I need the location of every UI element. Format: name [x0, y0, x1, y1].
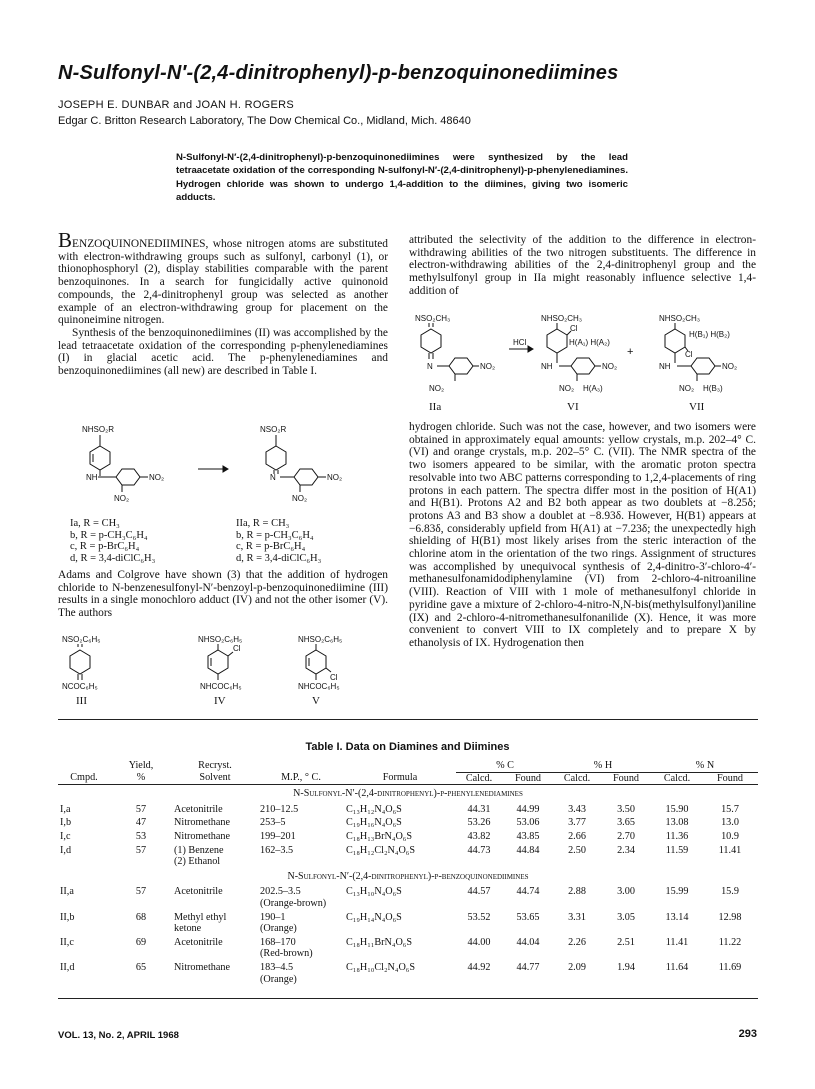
cell-yield: 65 [135, 961, 147, 973]
table-row [58, 815, 758, 829]
section-heading-row [58, 785, 758, 802]
scheme-oxidation [58, 424, 388, 516]
col-header-yield-unit: % [136, 772, 146, 784]
mp-value: 199–201 [260, 830, 296, 842]
cell-h-found: 3.00 [617, 886, 635, 898]
solvent-line: Nitromethane [174, 961, 231, 973]
r-group-line: IIa, R = CH₃ [236, 518, 290, 529]
cell-c-found: 44.04 [516, 936, 540, 948]
table-row [58, 802, 758, 816]
table-section-diimines [58, 868, 758, 985]
cell-c-calc: 44.92 [467, 961, 491, 973]
cell-formula: C₁₃H₁₂N₄O₆S [346, 803, 402, 815]
mp-value: 253–5 [260, 817, 286, 829]
body-left-lower [58, 569, 388, 620]
cell-c-calc: 53.52 [467, 911, 491, 923]
cell-h-found: 3.65 [617, 817, 635, 829]
vi-nh-label: NH [541, 362, 553, 371]
structure-I [82, 425, 164, 503]
journal-footer: VOL. 13, No. 2, APRIL 1968 [58, 1030, 179, 1041]
cell-h-found: 3.05 [617, 911, 635, 923]
intro-text: ENZOQUINONEDIIMINES, whose nitrogen atoms are substituted with electron-withdrawing groups such as sulfonyl, carbonyl (1), or thionophosphoryl (2), display stabilities comparable with the parent benzoquinones. In a search for fungicidally active quinonoid compounds, the 2,4-dinitrophenyl group was selected as another example of an electron-withdrawing group for placement on the quinoneimine nitrogen. [58, 238, 388, 327]
structure-III [62, 635, 100, 707]
body-paragraph-selectivity: attributed the selectivity of the addition to the difference in electron-withdrawing abilities of the two nitrogen substituents. The difference in electron-withdrawing abilities of the 2,4-dinitrophenyl group and the methylsulfonyl group in IIa might reasonably influence selective 1,4-addition of [409, 234, 756, 297]
vi-cl-label: Cl [570, 324, 578, 333]
cell-mp [258, 960, 344, 985]
cell-formula: C₁₈H₁₃BrN₄O₆S [346, 830, 413, 842]
cell-h-found: 1.94 [617, 961, 635, 973]
cell-formula: C₁₈H₁₀Cl₂N₄O₆S [346, 961, 416, 973]
cell-c-calc: 44.31 [467, 803, 491, 815]
body-left-upper [58, 228, 388, 378]
cell-n-calc: 11.36 [665, 830, 689, 842]
cell-solvent [172, 935, 258, 960]
cell-c-calc: 53.26 [467, 817, 491, 829]
table-row [58, 829, 758, 843]
r-group-line: b, R = p-CH₃C₆H₄ [70, 529, 148, 541]
mp-color: (Orange-brown) [260, 897, 327, 909]
cell-n-calc: 11.64 [665, 961, 689, 973]
iia-top-label: NSO₂CH₃ [415, 314, 451, 323]
cell-n-found: 15.9 [721, 886, 739, 898]
solvent-line: Nitromethane [174, 830, 231, 842]
solvent-line: Acetonitrile [174, 803, 223, 815]
cell-formula: C₁₈H₁₁BrN₄O₆S [346, 936, 413, 948]
reactant-sulfonamide-label: NHSO₂R [82, 425, 114, 434]
cell-formula: C₁₉H₁₆N₄O₆S [346, 817, 402, 829]
product-sulfonylimine-label: NSO₂R [260, 425, 287, 434]
table-section-diamines [58, 785, 758, 868]
mp-color: (Red-brown) [260, 948, 313, 960]
structure-II [260, 425, 342, 503]
vii-h3-label: H(B₃) [703, 384, 723, 393]
cell-c-calc: 44.73 [467, 844, 491, 856]
cell-cmpd: I,a [60, 803, 71, 815]
vii-nh-label: NH [659, 362, 671, 371]
mp-value: 162–3.5 [260, 844, 294, 856]
body-right-upper [409, 234, 756, 298]
section-heading-row [58, 868, 758, 885]
vii-compound-label: VII [689, 401, 705, 413]
vi-no2-bottom: NO₂ [559, 384, 575, 393]
cell-formula: C₁₃H₁₀N₄O₆S [346, 886, 402, 898]
cell-h-calc: 2.88 [568, 886, 586, 898]
cell-c-calc: 43.82 [467, 830, 491, 842]
col-header-c-calcd: Calcd. [465, 772, 493, 784]
mp-value: 190–1 [260, 911, 286, 923]
mp-value: 210–12.5 [260, 803, 299, 815]
col-header-pct-c: % C [456, 760, 554, 772]
col-header-formula: Formula [382, 772, 418, 784]
product-no2-bottom: NO₂ [292, 494, 308, 503]
body-right-lower [409, 421, 756, 650]
iia-no2-bottom: NO₂ [429, 384, 445, 393]
plus-sign: + [627, 346, 634, 358]
reactant-no2-right: NO₂ [149, 473, 165, 482]
r-group-line: d, R = 3,4-diClC₆H₃ [70, 552, 156, 564]
paper-title: N-Sulfonyl-N′-(2,4-dinitrophenyl)-p-benzoquinonediimines [58, 62, 619, 84]
cell-yield: 68 [135, 911, 147, 923]
col-header-h-calcd: Calcd. [563, 772, 591, 784]
section-heading-diimines: N-Sulfonyl-N′-(2,4-dinitrophenyl)-p-benzoquinonediimines [287, 870, 529, 882]
cell-h-calc: 2.26 [568, 936, 586, 948]
cell-c-found: 53.06 [516, 817, 540, 829]
cell-cmpd: II,d [60, 961, 75, 973]
cell-c-found: 43.85 [516, 830, 540, 842]
page-number: 293 [738, 1028, 757, 1040]
v-top-label: NHSO₂C₆H₅ [298, 635, 343, 644]
cell-n-calc: 15.99 [665, 886, 689, 898]
r-group-line: c, R = p-BrC₆H₄ [236, 541, 306, 552]
cell-h-calc: 3.43 [568, 803, 586, 815]
cell-yield: 57 [135, 803, 147, 815]
body-paragraph-intro [58, 228, 388, 327]
product-n-label: N [270, 473, 276, 482]
structure-VI [541, 314, 617, 413]
affiliation: Edgar C. Britton Research Laboratory, The Dow Chemical Co., Midland, Mich. 48640 [58, 115, 471, 127]
cell-n-found: 11.41 [718, 844, 742, 856]
col-header-cmpd: Cmpd. [70, 772, 98, 784]
table-row [58, 960, 758, 985]
cell-mp [258, 829, 344, 843]
table-bottom-rule [58, 998, 758, 999]
vi-top-label: NHSO₂CH₃ [541, 314, 583, 323]
reactant-no2-bottom: NO₂ [114, 494, 130, 503]
v-compound-label: V [312, 695, 320, 707]
col-header-c-found: Found [514, 772, 542, 784]
cell-n-found: 11.22 [718, 936, 742, 948]
table-title: Table I. Data on Diamines and Diimines [305, 741, 510, 753]
vii-no2-bottom: NO₂ [679, 384, 695, 393]
data-table [58, 760, 758, 985]
scheme-hcl-addition-iia [409, 313, 756, 415]
cell-cmpd: I,b [60, 817, 72, 829]
arrow-head [223, 466, 228, 472]
structure-V [298, 635, 342, 707]
cell-formula: C₁₉H₁₄N₄O₆S [346, 911, 402, 923]
table-row [58, 843, 758, 868]
table-header-row-1 [58, 760, 758, 772]
r-group-line: Ia, R = CH₃ [70, 518, 120, 529]
cell-solvent [172, 843, 258, 868]
scheme-hcl-addition-literature [58, 634, 388, 716]
solvent-line: Nitromethane [174, 817, 231, 829]
body-paragraph-synthesis: Synthesis of the benzoquinonediimines (II) was accomplished by the lead tetraacetate oxidation of the corresponding p-phenylenediamines (I) in glacial acetic acid. The p-phenylenediamines and benzoquinonediimines (all new) are described in Table I. [58, 326, 388, 378]
cell-n-calc: 11.59 [665, 844, 689, 856]
cell-cmpd: I,c [60, 830, 71, 842]
iii-top-label: NSO₂C₆H₅ [62, 635, 101, 644]
iii-bottom-label: NCOC₆H₅ [62, 682, 98, 691]
iia-no2-right: NO₂ [480, 362, 496, 371]
iia-n-label: N [427, 362, 433, 371]
authors: JOSEPH E. DUNBAR and JOAN H. ROGERS [58, 99, 295, 111]
cell-mp [258, 935, 344, 960]
mp-value: 202.5–3.5 [260, 886, 301, 898]
r-group-line: c, R = p-BrC₆H₄ [70, 541, 140, 552]
cell-n-calc: 13.14 [665, 911, 689, 923]
col-header-pct-h: % H [554, 760, 652, 772]
structure-IIa [415, 314, 495, 413]
structure-IV [198, 635, 242, 707]
cell-cmpd: II,b [60, 911, 75, 923]
cell-cmpd: II,c [60, 936, 74, 948]
vii-no2-right: NO₂ [722, 362, 738, 371]
cell-yield: 47 [135, 817, 147, 829]
cell-c-found: 44.84 [516, 844, 540, 856]
structure-VII [659, 314, 737, 413]
col-header-n-found: Found [716, 772, 744, 784]
cell-solvent [172, 960, 258, 985]
vi-h-labels: H(A₁) H(A₂) [569, 338, 610, 347]
reactant-nh-label: NH [86, 473, 98, 482]
vi-no2-right: NO₂ [602, 362, 618, 371]
cell-solvent [172, 910, 258, 935]
cell-solvent [172, 802, 258, 816]
vii-cl-label: Cl [685, 350, 693, 359]
col-header-n-calcd: Calcd. [663, 772, 691, 784]
table-row [58, 910, 758, 935]
cell-h-calc: 3.77 [568, 817, 586, 829]
iv-top-label: NHSO₂C₆H₅ [198, 635, 243, 644]
vii-h-labels: H(B₁) H(B₂) [689, 330, 730, 339]
cell-mp [258, 815, 344, 829]
table-row [58, 935, 758, 960]
cell-h-calc: 2.66 [568, 830, 586, 842]
cell-c-found: 44.77 [516, 961, 540, 973]
cell-h-found: 3.50 [617, 803, 635, 815]
cell-h-calc: 3.31 [568, 911, 586, 923]
iii-compound-label: III [76, 695, 87, 707]
drop-cap: B [58, 228, 73, 252]
cell-n-found: 12.98 [718, 911, 742, 923]
mp-value: 183–4.5 [260, 961, 294, 973]
body-paragraph-nmr: hydrogen chloride. Such was not the case, however, and two isomers were obtained in approximately equal amounts: yellow crystals, m.p. 202–4° C. (VI) and orange crystals, m.p. 202–5° C. (VII). The NMR spectra of the two isomers appeared to be similar, with the aromatic proton spectra resolvable into two ABC patterns corresponding to 1,2,4-placements of ring protons in each pattern. The spectra differ most in the position of H(A1) and H(B1). Protons A2 and B2 both appear as two doublets at −8.25δ; protons A3 and B3 show a doublet at −8.93δ. However, H(B1) appears at −6.83δ, considerably upfield from H(A1) at −7.23δ; the unexpectedly high shielding of H(B1) most likely arises from the steric interaction of the chlorine atom in the orientation of the two rings. Assignment of structures was accomplished by unequivocal synthesis of 2,4-dinitro-3′-chloro-4′-methanesulfonamidodiphenylamine (VI) from 2-chloro-4-nitroaniline (VIII). Reaction of VIII with 1 mole of methanesulfonyl chloride in pyridine gave a mixture of 2-chloro-4-nitro-N,N-bis(methylsulfonyl)aniline (IX) and 2-chloro-4-nitromethanesulfonanilide (X). Hence, it was more convenient to convert VIII to IX completely and to prepare X by ethanolysis of IX. Hydrogenation then [409, 421, 756, 649]
cell-yield: 57 [135, 844, 147, 856]
cell-mp [258, 802, 344, 816]
cell-cmpd: I,d [60, 844, 72, 856]
r-group-line: b, R = p-CH₃C₆H₄ [236, 529, 314, 541]
vii-top-label: NHSO₂CH₃ [659, 314, 701, 323]
col-header-solvent: Solvent [199, 772, 231, 784]
solvent-line-2: ketone [174, 923, 202, 935]
cell-h-found: 2.34 [617, 844, 635, 856]
reagent-hcl: HCl [513, 338, 527, 347]
iv-compound-label: IV [214, 695, 226, 707]
table-top-rule [58, 719, 758, 720]
col-header-mp: M.P., ° C. [281, 772, 321, 784]
solvent-line: Acetonitrile [174, 886, 223, 898]
abstract: N-Sulfonyl-N′-(2,4-dinitrophenyl)-p-benzoquinonediimines were synthesized by the lead tetraacetate oxidation of the corresponding N-sulfonyl-N′-(2,4-dinitrophenyl)-p-phenylenediamines. Hydrogen chloride was shown to undergo 1,4-addition to the diimines, giving two isomeric adducts. [176, 152, 628, 204]
mp-color: (Orange) [260, 923, 297, 935]
solvent-line: Methyl ethyl [174, 911, 227, 923]
cell-h-found: 2.70 [617, 830, 635, 842]
cell-n-found: 15.7 [721, 803, 739, 815]
solvent-line: (1) Benzene [174, 844, 224, 856]
col-header-yield: Yield, [128, 760, 154, 771]
cell-solvent [172, 829, 258, 843]
cell-c-found: 44.99 [516, 803, 540, 815]
solvent-line-2: (2) Ethanol [174, 856, 221, 868]
cell-n-calc: 11.41 [665, 936, 689, 948]
cell-mp [258, 910, 344, 935]
mp-value: 168–170 [260, 936, 296, 948]
cell-c-found: 53.65 [516, 911, 540, 923]
v-bottom-label: NHCOC₆H₅ [298, 682, 340, 691]
r-groups-II [236, 518, 321, 564]
cell-h-calc: 2.50 [568, 844, 586, 856]
section-heading-diamines: N-Sulfonyl-N′-(2,4-dinitrophenyl)-p-phenylenediamines [293, 788, 523, 800]
v-cl-label: Cl [330, 673, 338, 682]
cell-c-found: 44.74 [516, 886, 540, 898]
cell-cmpd: II,a [60, 886, 74, 898]
col-header-recryst: Recryst. [198, 760, 232, 771]
cell-c-calc: 44.00 [467, 936, 491, 948]
cell-yield: 69 [135, 936, 147, 948]
table-row [58, 884, 758, 909]
cell-c-calc: 44.57 [467, 886, 491, 898]
cell-yield: 57 [135, 886, 147, 898]
cell-n-found: 13.0 [721, 817, 739, 829]
cell-n-found: 10.9 [721, 830, 739, 842]
cell-formula: C₁₈H₁₂Cl₂N₄O₆S [346, 844, 416, 856]
cell-h-found: 2.51 [617, 936, 635, 948]
cell-solvent [172, 815, 258, 829]
table-header-row-2 [58, 772, 758, 785]
col-header-pct-n: % N [652, 760, 758, 772]
mp-color: (Orange) [260, 973, 297, 985]
cell-n-found: 11.69 [718, 961, 742, 973]
iv-cl-label: Cl [233, 644, 241, 653]
cell-solvent [172, 884, 258, 909]
cell-h-calc: 2.09 [568, 961, 586, 973]
iia-compound-label: IIa [429, 401, 442, 413]
vi-h3-label: H(A₃) [583, 384, 603, 393]
col-header-h-found: Found [612, 772, 640, 784]
cell-mp [258, 843, 344, 868]
r-groups-I [70, 518, 155, 564]
cell-yield: 53 [135, 830, 147, 842]
body-paragraph-adams: Adams and Colgrove have shown (3) that the addition of hydrogen chloride to N-benzenesulfonyl-N′-benzoyl-p-benzoquinonediimine (III) results in a single monochloro adduct (IV) and not the other isomer (V). The authors [58, 569, 388, 620]
cell-n-calc: 15.90 [665, 803, 689, 815]
arrow-head [528, 346, 533, 352]
cell-mp [258, 884, 344, 909]
iv-bottom-label: NHCOC₆H₅ [200, 682, 242, 691]
solvent-line: Acetonitrile [174, 936, 223, 948]
vi-compound-label: VI [567, 401, 579, 413]
r-group-line: d, R = 3,4-diClC₆H₃ [236, 552, 322, 564]
cell-n-calc: 13.08 [665, 817, 689, 829]
product-no2-right: NO₂ [327, 473, 343, 482]
